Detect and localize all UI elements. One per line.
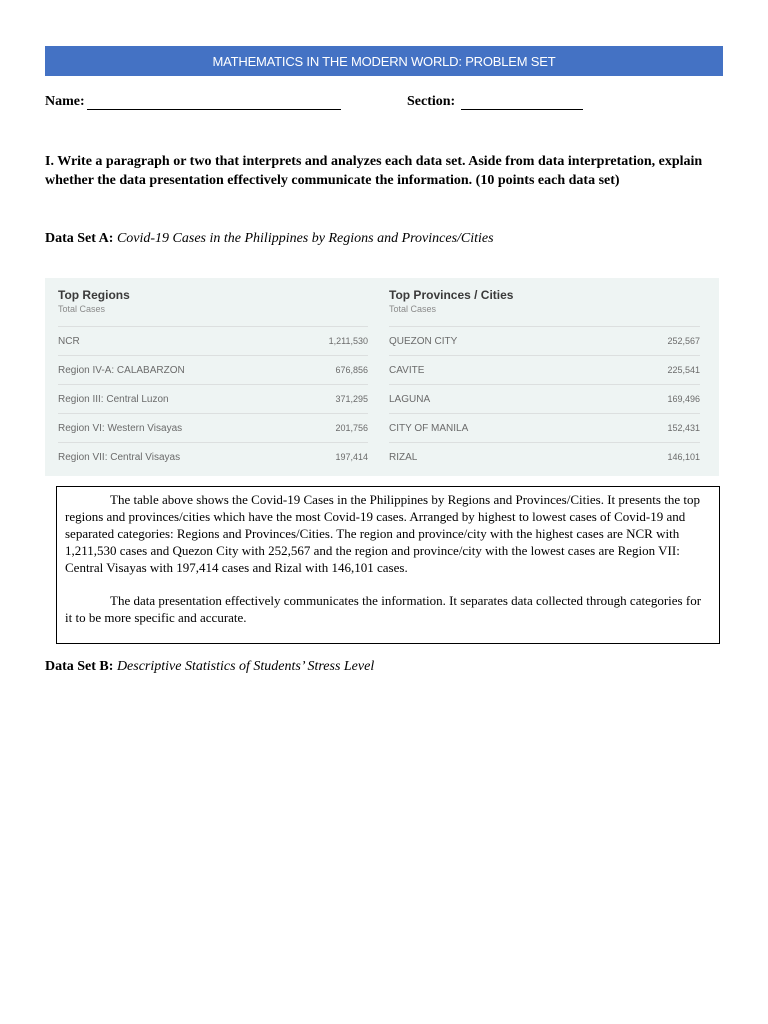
dataset-a-caption: Covid-19 Cases in the Philippines by Regions and Provinces/Cities — [116, 231, 494, 246]
dataset-a-heading — [45, 231, 494, 247]
name-line[interactable] — [87, 95, 341, 110]
row-name: Region VII: Central Visayas — [58, 451, 181, 463]
row-value: 676,856 — [335, 365, 368, 375]
table-row — [58, 442, 368, 471]
dataset-b-label: Data Set B: — [45, 659, 114, 674]
table-row — [389, 413, 700, 442]
row-name: Region IV-A: CALABARZON — [58, 364, 185, 376]
row-name: NCR — [58, 335, 80, 347]
name-field-row — [45, 94, 341, 110]
table-row — [58, 326, 368, 355]
table-row — [389, 355, 700, 384]
row-name: RIZAL — [389, 451, 418, 463]
answer-paragraph-2: The data presentation effectively communicates the information. It separates data collected through categories for it to be more specific and accurate. — [65, 593, 702, 625]
answer-paragraph-1: The table above shows the Covid-19 Cases in the Philippines by Regions and Provinces/Cities. It presents the top regions and provinces/cities which have the most Covid-19 cases. Arranged by highest to lowest cases of Covid-19 and separated categories: Regions and Provinces/Cities. The region and province/city with the highest cases are NCR with 1,211,530 cases and Quezon City with 252,567 and the region and province/city with the lowest cases are Region VII: Central Visayas with 197,414 cases and Rizal with 146,101 cases. — [65, 492, 700, 575]
table-row — [58, 413, 368, 442]
dataset-a-label: Data Set A: — [45, 231, 114, 246]
table-row — [58, 384, 368, 413]
page-title-banner — [45, 46, 723, 76]
table-row — [389, 384, 700, 413]
row-name: Region III: Central Luzon — [58, 393, 169, 405]
dataset-b-caption: Descriptive Statistics of Students’ Stress Level — [116, 659, 375, 674]
top-regions-subtitle: Total Cases — [58, 304, 106, 314]
top-regions-title: Top Regions — [58, 288, 130, 302]
table-row — [389, 442, 700, 471]
row-name: CITY OF MANILA — [389, 422, 469, 434]
top-provinces-table — [389, 288, 700, 471]
row-name: LAGUNA — [389, 393, 431, 405]
name-label: Name: — [45, 94, 85, 109]
answer-text-box[interactable] — [56, 486, 720, 644]
top-regions-table — [58, 288, 368, 471]
covid-cases-panel — [45, 278, 719, 476]
row-value: 169,496 — [667, 394, 700, 404]
row-value: 252,567 — [667, 336, 700, 346]
instructions: I. Write a paragraph or two that interprets and analyzes each data set. Aside from data interpretation, explain whether the data presentation effectively communicate the information. (10 points each data set) — [45, 154, 703, 188]
page-title: MATHEMATICS IN THE MODERN WORLD: PROBLEM SET — [212, 53, 556, 69]
top-provinces-subtitle: Total Cases — [389, 304, 437, 314]
row-value: 197,414 — [335, 452, 368, 462]
row-name: QUEZON CITY — [389, 335, 458, 347]
section-field-row — [407, 94, 583, 110]
table-row — [58, 355, 368, 384]
dataset-b-heading — [45, 659, 374, 675]
row-value: 152,431 — [667, 423, 700, 433]
row-name: Region VI: Western Visayas — [58, 422, 183, 434]
section-label: Section: — [407, 94, 456, 109]
table-row — [389, 326, 700, 355]
row-value: 371,295 — [335, 394, 368, 404]
row-value: 201,756 — [335, 423, 368, 433]
section-line[interactable] — [461, 95, 583, 110]
row-value: 225,541 — [667, 365, 700, 375]
row-value: 146,101 — [667, 452, 700, 462]
row-value: 1,211,530 — [328, 336, 368, 346]
top-provinces-title: Top Provinces / Cities — [389, 288, 514, 302]
row-name: CAVITE — [389, 364, 425, 376]
